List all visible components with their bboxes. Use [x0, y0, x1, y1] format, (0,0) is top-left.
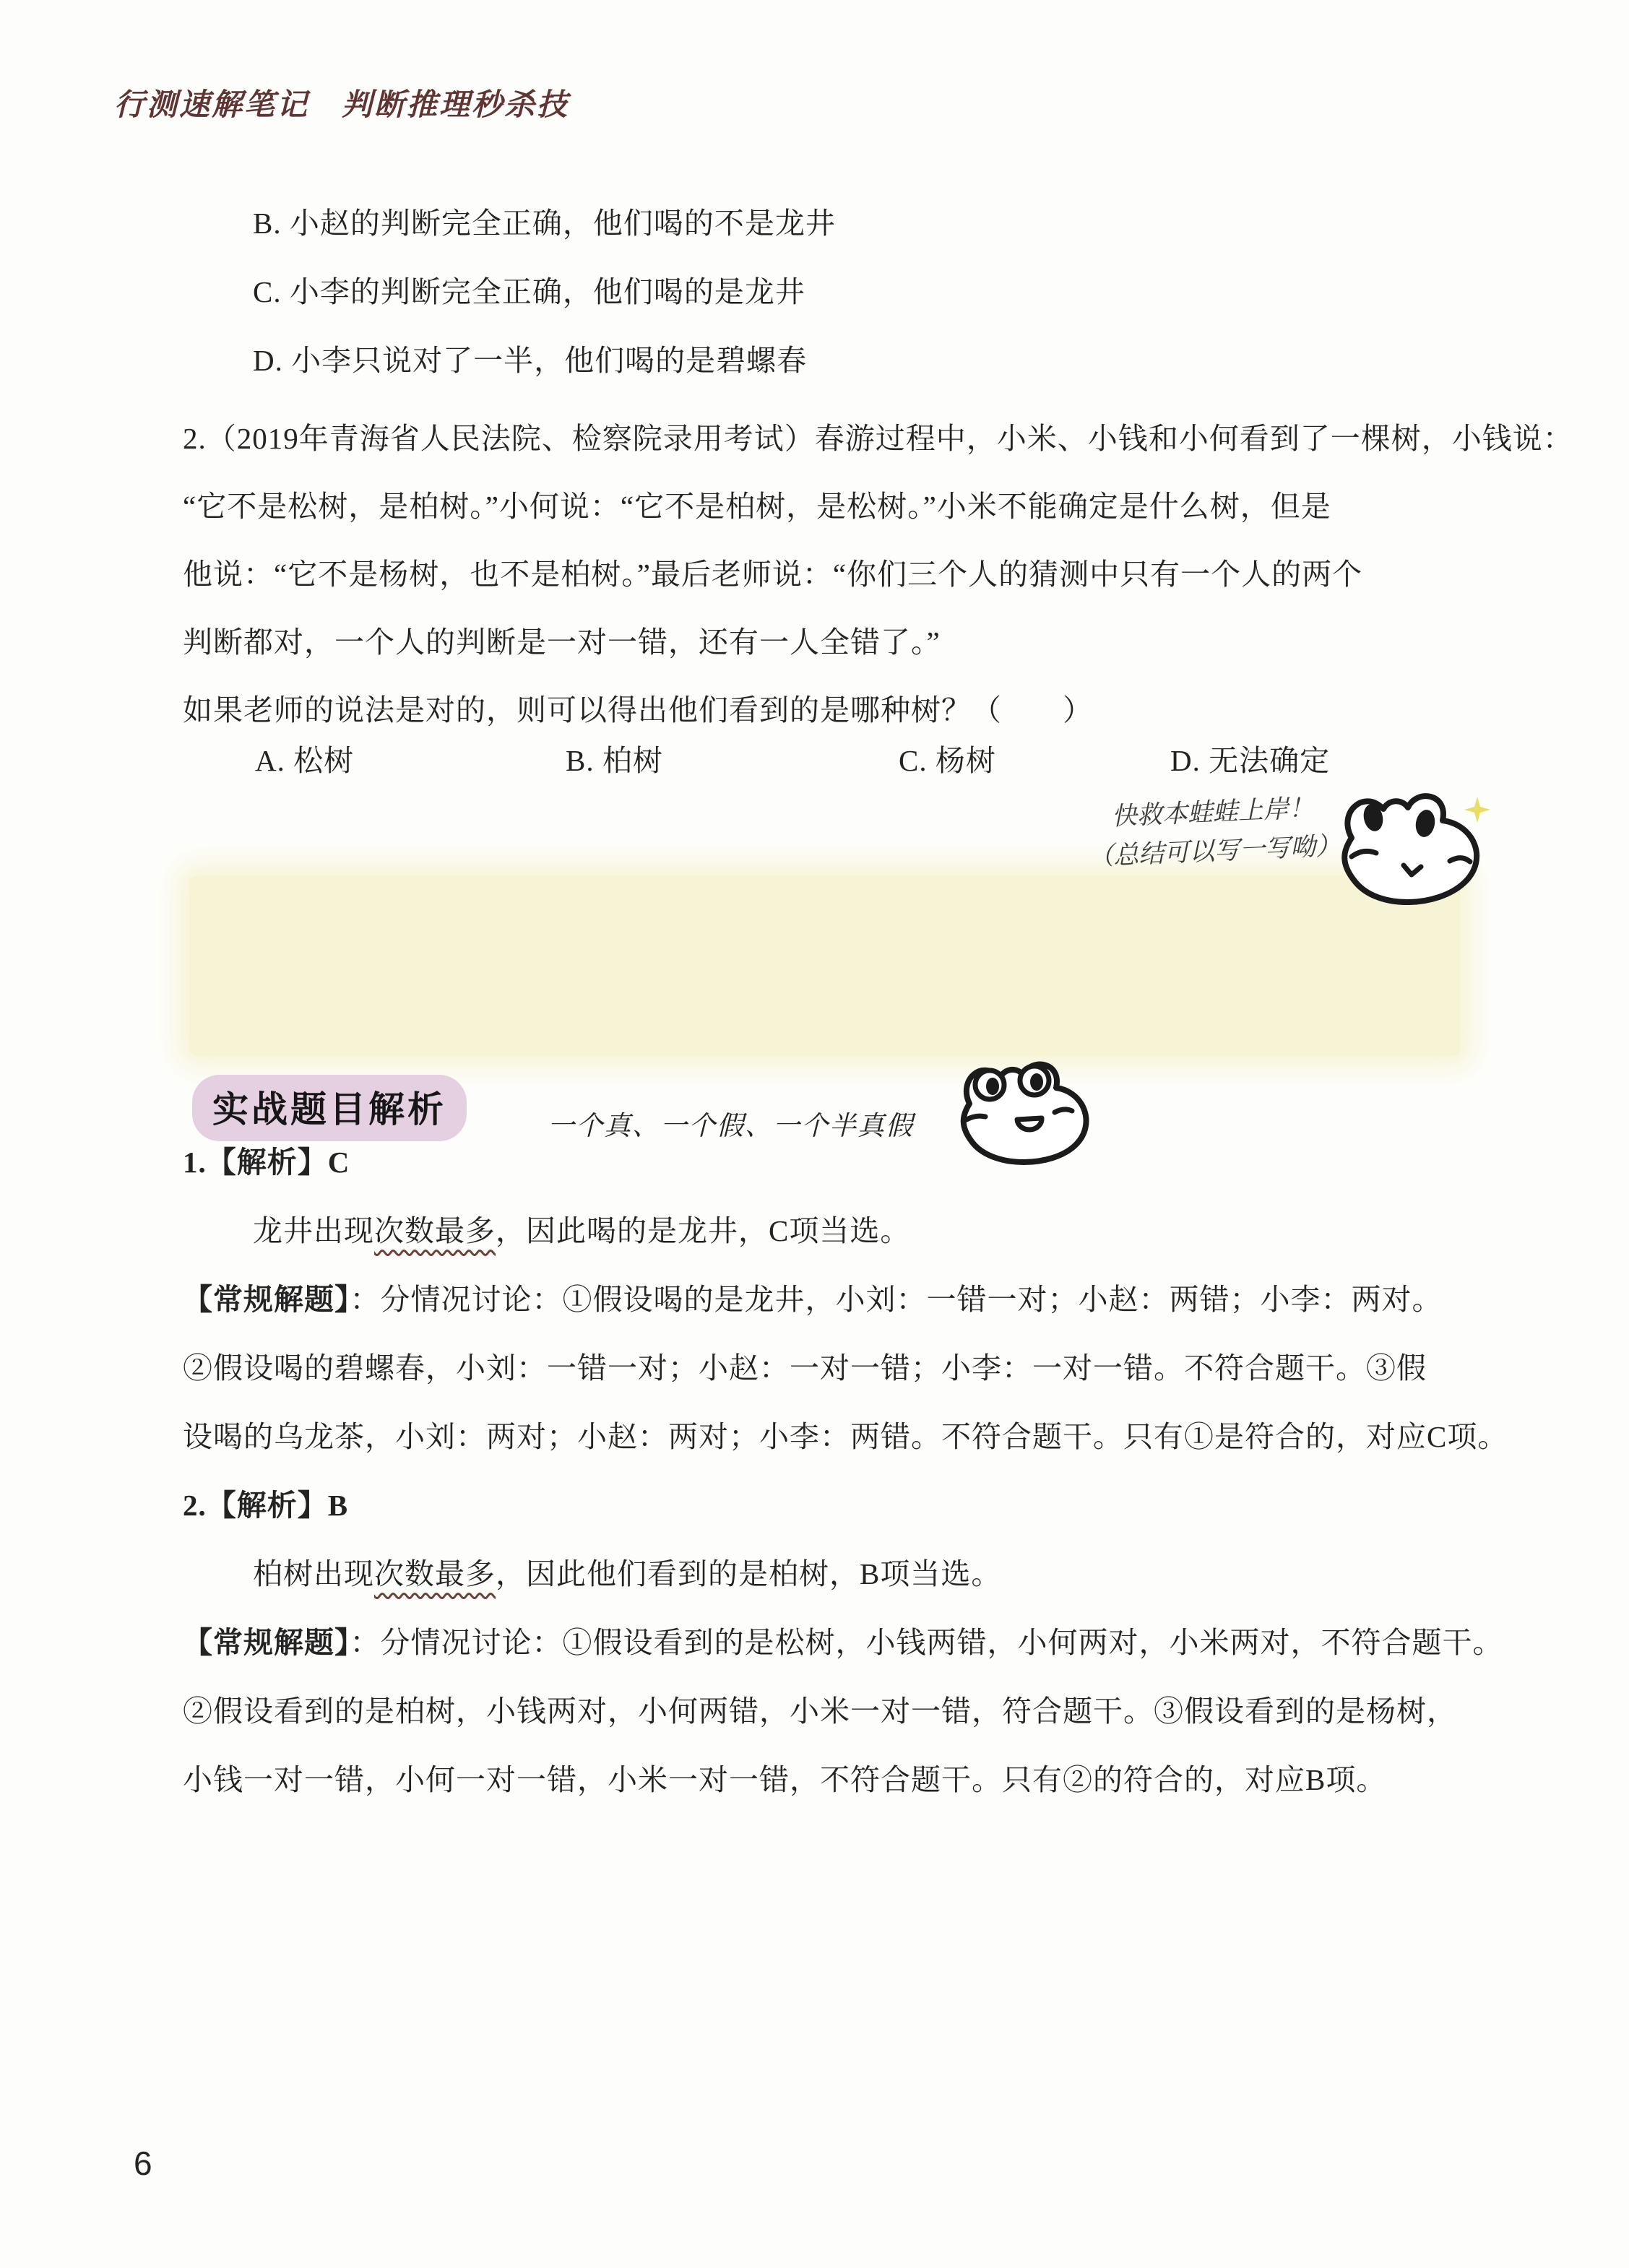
analysis2-regular-line2: ②假设看到的是柏树，小钱两对，小何两错，小米一对一错，符合题干。③假设看到的是杨树， [183, 1694, 1457, 1728]
analysis1-regular-line1 [183, 1265, 1508, 1334]
analysis1-heading: 1.【解析】C [183, 1146, 350, 1179]
question2-stem-line: “它不是松树，是柏树。”小何说：“它不是柏树，是松树。”小米不能确定是什么树，但是 [183, 490, 1331, 523]
analysis2-regular-label: 【常规解题】 [183, 1626, 350, 1659]
question2-option-b: B. 柏树 [566, 744, 663, 777]
question2-stem [183, 404, 1573, 744]
analysis2-regular-line1 [183, 1609, 1508, 1677]
analysis2-answer-post: ，因此他们看到的是柏树，B项当选。 [496, 1557, 1002, 1590]
question1-option-b: B. 小赵的判断完全正确，他们喝的不是龙井 [253, 207, 836, 240]
margin-note-line1: 快救本蛙蛙上岸！ [1111, 793, 1315, 831]
analysis1-regular-line1-rest: ：分情况讨论：①假设喝的是龙井，小刘：一错一对；小赵：两错；小李：两对。 [350, 1283, 1443, 1316]
question2-option-c: C. 杨树 [899, 744, 996, 777]
question2-option-d: D. 无法确定 [1170, 744, 1331, 777]
section-annotation: 一个真、一个假、一个半真假 [548, 1112, 914, 1141]
analysis1-answer-underlined: 次数最多 [374, 1214, 496, 1247]
yellow-note-area [189, 875, 1461, 1056]
page-running-header: 行测速解笔记 判断推理秒杀技 [114, 89, 570, 122]
question1-option-c: C. 小李的判断完全正确，他们喝的是龙井 [253, 275, 805, 308]
analysis1-answer [183, 1197, 1508, 1265]
analysis1-regular-line2: ②假设喝的碧螺春，小刘：一错一对；小赵：一对一错；小李：一对一错。不符合题干。③假 [183, 1351, 1427, 1385]
question2-stem-line: 判断都对，一个人的判断是一对一错，还有一人全错了。” [183, 626, 941, 659]
analysis2-answer-underlined: 次数最多 [374, 1557, 496, 1590]
margin-note-line2: （总结可以写一写呦） [1087, 831, 1341, 871]
question1-options [253, 189, 836, 395]
analysis1-regular-line3: 设喝的乌龙茶，小刘：两对；小赵：两对；小李：两错。不符合题干。只有①是符合的，对应C项。 [183, 1420, 1508, 1453]
handwritten-margin-note [1086, 787, 1341, 876]
question2-stem-line: 如果老师的说法是对的，则可以得出他们看到的是哪种树？（ ） [183, 693, 1093, 727]
question2-stem-line: 2.（2019年青海省人民法院、检察院录用考试）春游过程中，小米、小钱和小何看到了一棵树，小钱说： [183, 422, 1573, 455]
analysis1-answer-pre: 龙井出现 [253, 1214, 374, 1247]
question1-option-d: D. 小李只说对了一半，他们喝的是碧螺春 [253, 344, 808, 377]
analysis1-regular-label: 【常规解题】 [183, 1283, 350, 1316]
analysis2-answer-pre: 柏树出现 [253, 1557, 374, 1590]
analysis2-heading: 2.【解析】B [183, 1489, 349, 1522]
sparkle-icon [1464, 796, 1491, 823]
section-title-highlight: 实战题目解析 [192, 1075, 467, 1141]
analysis2-regular-line3: 小钱一对一错，小何一对一错，小米一对一错，不符合题干。只有②的符合的，对应B项。 [183, 1763, 1387, 1796]
analysis1-answer-post: ，因此喝的是龙井，C项当选。 [496, 1214, 911, 1247]
question2-option-a: A. 松树 [255, 744, 355, 777]
analysis2-answer [183, 1540, 1508, 1609]
analysis2-regular-line1-rest: ：分情况讨论：①假设看到的是松树，小钱两错，小何两对，小米两对，不符合题干。 [350, 1626, 1503, 1659]
analysis-block [183, 1128, 1508, 1814]
question2-stem-line: 他说：“它不是杨树，也不是柏树。”最后老师说：“你们三个人的猜测中只有一个人的两个 [183, 558, 1363, 591]
page-number: 6 [134, 2144, 152, 2182]
